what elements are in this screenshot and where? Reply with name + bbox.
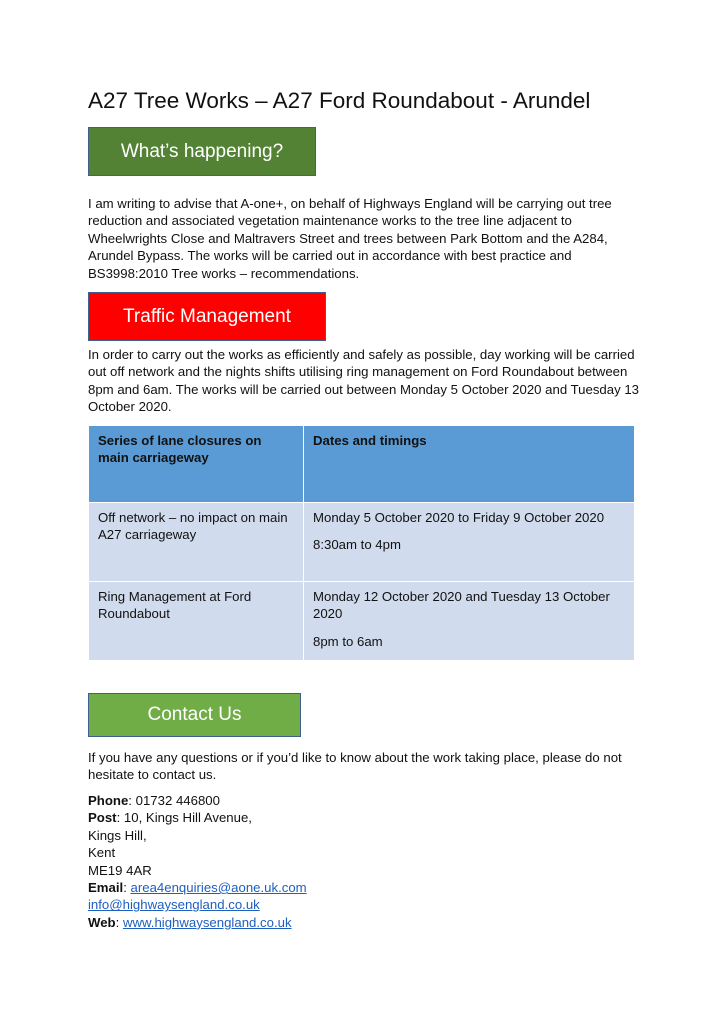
contact-us-text: If you have any questions or if you’d like to know about the work taking place, please do not hesitate to contact us.	[88, 750, 622, 783]
table-cell-closure: Off network – no impact on main A27 carriageway	[89, 503, 304, 582]
email-line	[88, 879, 307, 896]
web-line	[88, 914, 307, 931]
contact-us-banner	[88, 693, 301, 737]
table-header-row	[89, 426, 635, 503]
table-cell-date-range: Monday 5 October 2020 to Friday 9 October 2020	[313, 510, 605, 525]
contact-details	[88, 792, 307, 931]
table-cell-time: 8:30am to 4pm	[313, 537, 401, 553]
traffic-management-text: In order to carry out the works as efficiently and safely as possible, day working will be carried out off network and the nights shifts utilising ring management on Ford Roundabout between 8pm and 6am. The works will be carried out between Monday 5 October 2020 and Tuesday 13 October 2020.	[88, 347, 640, 415]
table-header-dates: Dates and timings	[304, 426, 635, 503]
website-link[interactable]: www.highwaysengland.co.uk	[122, 914, 292, 930]
table-cell-closure: Ring Management at Ford Roundabout	[89, 582, 304, 661]
post-address-line2: Kings Hill,	[88, 827, 147, 843]
web-separator: :	[115, 914, 123, 930]
web-label: Web	[88, 914, 116, 930]
table-cell-dates	[304, 582, 635, 661]
table-cell-time: 8pm to 6am	[313, 633, 383, 649]
post-address-line4: ME19 4AR	[88, 862, 152, 878]
traffic-management-heading: Traffic Management	[123, 305, 291, 327]
post-address-line3: Kent	[88, 845, 116, 861]
table-row	[89, 503, 635, 582]
phone-label: Phone	[88, 793, 129, 808]
email-link-highways[interactable]: info@highwaysengland.co.uk	[88, 897, 260, 913]
lane-closure-table	[88, 425, 635, 661]
email-label: Email	[88, 880, 124, 896]
phone-number: : 01732 446800	[128, 793, 220, 808]
post-line	[88, 809, 307, 826]
table-header-closures: Series of lane closures on main carriageway	[89, 426, 304, 503]
post-label: Post	[88, 810, 117, 826]
table-cell-dates	[304, 503, 635, 582]
email-link-aone[interactable]: area4enquiries@aone.uk.com	[130, 880, 307, 896]
table-cell-date-range: Monday 12 October 2020 and Tuesday 13 October 2020	[313, 589, 610, 622]
whats-happening-banner	[88, 127, 316, 176]
email-line-2	[88, 896, 307, 913]
traffic-management-banner	[88, 292, 326, 341]
email-separator: :	[123, 880, 131, 896]
whats-happening-heading: What’s happening?	[120, 140, 284, 162]
post-address-line1: : 10, Kings Hill Avenue,	[116, 810, 252, 826]
phone-line	[88, 792, 307, 809]
contact-us-heading: Contact Us	[147, 704, 242, 725]
whats-happening-text: I am writing to advise that A-one+, on behalf of Highways England will be carrying out tree reduction and associated vegetation maintenance works to the tree line adjacent to Wheelwrights Close and Maltravers Street and trees between Park Bottom and the A284, Arundel Bypass. The works will be carried out in accordance with best practice and BS3998:2010 Tree works – recommendations.	[88, 196, 612, 281]
page-title: A27 Tree Works – A27 Ford Roundabout - Arundel	[88, 88, 591, 113]
table-row	[89, 582, 635, 661]
